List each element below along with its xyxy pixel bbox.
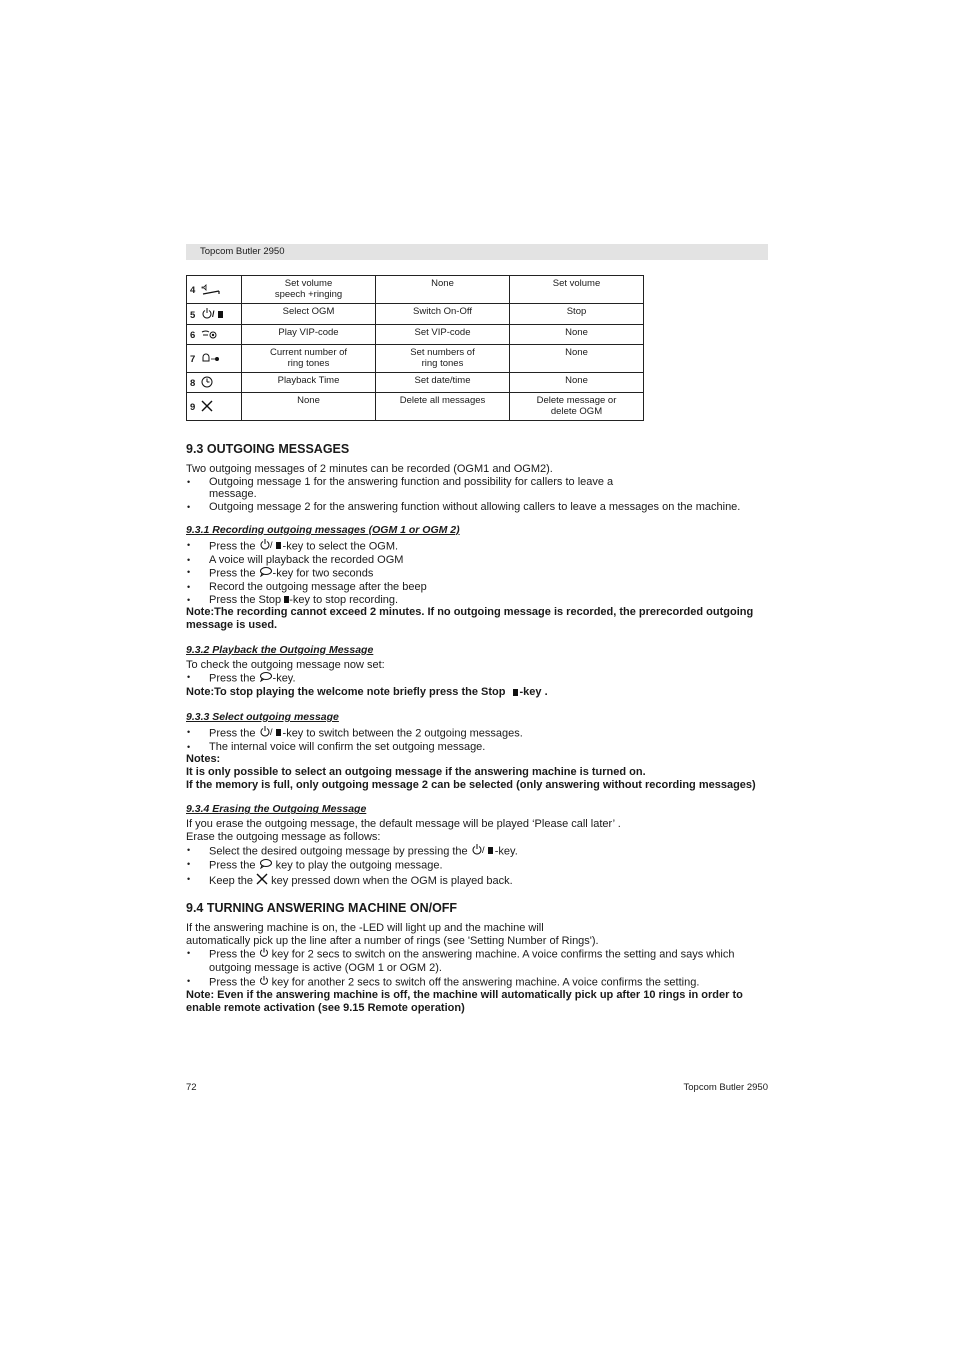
key-number: 7 xyxy=(190,354,196,365)
table-cell xyxy=(242,325,376,345)
cell-text: Set date/time xyxy=(414,375,471,386)
svg-text:/: / xyxy=(269,539,273,550)
power-icon xyxy=(259,975,269,990)
power-icon xyxy=(259,947,269,962)
table-cell xyxy=(376,325,510,345)
table-cell xyxy=(510,325,644,345)
table-cell xyxy=(510,393,644,421)
volume-icon xyxy=(201,283,221,298)
cell-text: ring tones xyxy=(287,358,330,369)
table-cell xyxy=(376,393,510,421)
subsection-title-9-3-1: 9.3.1 Recording outgoing messages (OGM 1 or OGM 2) xyxy=(186,523,460,536)
table-cell xyxy=(376,345,510,373)
table-cell xyxy=(510,304,644,325)
header-band xyxy=(186,244,768,260)
cell-text: ring tones xyxy=(421,358,464,369)
list-item: • Press the / -key to switch between the 2 outgoing messages. xyxy=(186,726,776,741)
key-number: 4 xyxy=(190,285,196,296)
speech-bubble-icon xyxy=(259,858,273,873)
table-cell xyxy=(510,373,644,393)
page-number: 72 xyxy=(186,1082,197,1093)
cell-text: None xyxy=(431,278,454,289)
key-number-cell xyxy=(187,373,242,393)
table-cell xyxy=(376,373,510,393)
table-cell xyxy=(376,304,510,325)
main-content xyxy=(186,442,776,1015)
cell-text: Set numbers of xyxy=(410,347,475,358)
list-item: • Outgoing message 1 for the answering function and possibility for callers to leave a message. xyxy=(186,476,776,501)
table-cell xyxy=(510,345,644,373)
section-title-9-4: 9.4 TURNING ANSWERING MACHINE ON/OFF xyxy=(186,900,458,915)
table-cell xyxy=(510,276,644,304)
key-number: 5 xyxy=(190,309,196,321)
table-row xyxy=(187,304,644,325)
cell-text: Stop xyxy=(566,306,587,317)
cell-text: None xyxy=(565,327,588,338)
list-item: • Press the key for another 2 secs to switch off the answering machine. A voice confirms the setting. xyxy=(186,975,776,990)
cell-text: Delete all messages xyxy=(399,395,486,406)
paragraph: If the answering machine is on, the -LED will light up and the machine will xyxy=(186,921,544,934)
key-number-cell xyxy=(187,345,242,373)
note: Note:To stop playing the welcome note briefly press the Stop -key . xyxy=(186,686,548,699)
table-cell xyxy=(242,304,376,325)
subsection-title-9-3-3: 9.3.3 Select outgoing message xyxy=(186,710,339,723)
list-item: • Press the -key. xyxy=(186,671,776,686)
table-cell xyxy=(242,373,376,393)
speech-bubble-icon xyxy=(259,566,273,581)
svg-text:/: / xyxy=(269,726,273,737)
table-cell xyxy=(242,393,376,421)
paragraph: If you erase the outgoing message, the default message will be played ‘Please call later’ . xyxy=(186,818,621,831)
bullet-list xyxy=(186,844,776,889)
svg-text:/: / xyxy=(481,844,485,855)
key-function-table xyxy=(186,275,644,421)
svg-text:/: / xyxy=(212,309,215,319)
cell-text: Delete message or xyxy=(536,395,617,406)
list-item: • A voice will playback the recorded OGM xyxy=(186,554,776,567)
table-cell xyxy=(376,276,510,304)
subsection-title-9-3-2: 9.3.2 Playback the Outgoing Message xyxy=(186,643,374,656)
list-item: • Outgoing message 2 for the answering function without allowing callers to leave a messages on the machine. xyxy=(186,501,776,514)
table-row xyxy=(187,373,644,393)
delete-x-icon xyxy=(201,400,213,415)
key-number-cell xyxy=(187,276,242,304)
table-row xyxy=(187,276,644,304)
cell-text: Set volume xyxy=(284,278,333,289)
list-item: • Press the Stop -key to stop recording. xyxy=(186,594,776,607)
list-item: • Press the key to play the outgoing message. xyxy=(186,858,776,873)
bullet-list xyxy=(186,671,776,686)
notes-heading: Notes: xyxy=(186,753,221,766)
list-item: • Press the key for 2 secs to switch on the answering machine. A voice confirms the setting and says which outgoing message is active (OGM 1 or OGM 2). xyxy=(186,947,776,974)
cell-text: Set VIP-code xyxy=(414,327,471,338)
power-stop-icon xyxy=(259,539,283,554)
bullet-list xyxy=(186,726,776,753)
cell-text: None xyxy=(297,395,320,406)
note: It is only possible to select an outgoing message if the answering machine is turned on. xyxy=(186,765,646,778)
cell-text: delete OGM xyxy=(550,406,603,417)
list-item: • Select the desired outgoing message by pressing the / -key. xyxy=(186,844,776,859)
cell-text: Select OGM xyxy=(282,306,335,317)
key-number-cell xyxy=(187,304,242,325)
cell-text: Switch On-Off xyxy=(413,306,472,317)
key-number: 6 xyxy=(190,330,196,341)
power-stop-icon xyxy=(471,844,495,859)
paragraph: Erase the outgoing message as follows: xyxy=(186,831,381,844)
header-title: Topcom Butler 2950 xyxy=(200,246,285,257)
key-number: 8 xyxy=(190,378,196,389)
footer-title: Topcom Butler 2950 xyxy=(683,1082,768,1093)
note: Note: Even if the answering machine is off, the machine will automatically pick up after 10 rings in order to enable remote activation (see 9.15 Remote operation) xyxy=(186,989,743,1015)
bullet-list xyxy=(186,539,776,607)
power-stop-icon xyxy=(201,308,225,322)
subsection-title-9-3-4: 9.3.4 Erasing the Outgoing Message xyxy=(186,803,367,816)
cell-text: Play VIP-code xyxy=(278,327,339,338)
section-title-9-3: 9.3 OUTGOING MESSAGES xyxy=(186,442,350,456)
bell-ring-icon xyxy=(201,353,221,366)
list-item: • The internal voice will confirm the set outgoing message. xyxy=(186,741,776,754)
list-item: • Press the / -key to select the OGM. xyxy=(186,539,776,554)
vip-icon xyxy=(201,329,217,342)
cell-text: Playback Time xyxy=(277,375,340,386)
table-row xyxy=(187,325,644,345)
cell-text: Set volume xyxy=(552,278,601,289)
bullet-list xyxy=(186,947,776,989)
stop-icon xyxy=(513,689,518,696)
list-item: • Keep the key pressed down when the OGM is played back. xyxy=(186,873,776,889)
table-cell xyxy=(242,345,376,373)
clock-icon xyxy=(201,376,213,391)
note: Note:The recording cannot exceed 2 minutes. If no outgoing message is recorded, the prerecorded outgoing message is used. xyxy=(186,606,754,632)
note: If the memory is full, only outgoing message 2 can be selected (only answering without recording messages) xyxy=(186,778,756,791)
key-number: 9 xyxy=(190,402,196,413)
table-row xyxy=(187,345,644,373)
table-row xyxy=(187,393,644,421)
cell-text: None xyxy=(565,347,588,358)
cell-text: Current number of xyxy=(269,347,348,358)
delete-x-icon xyxy=(256,873,268,889)
table-cell xyxy=(242,276,376,304)
key-number-cell xyxy=(187,393,242,421)
power-stop-icon xyxy=(259,726,283,741)
list-item: • Record the outgoing message after the beep xyxy=(186,581,776,594)
cell-text: None xyxy=(565,375,588,386)
list-item: • Press the -key for two seconds xyxy=(186,566,776,581)
cell-text: speech +ringing xyxy=(274,289,343,300)
paragraph: To check the outgoing message now set: xyxy=(186,658,385,671)
paragraph: automatically pick up the line after a number of rings (see 'Setting Number of Rings'). xyxy=(186,934,599,947)
key-number-cell xyxy=(187,325,242,345)
speech-bubble-icon xyxy=(259,671,273,686)
bullet-list xyxy=(186,476,776,514)
paragraph: Two outgoing messages of 2 minutes can be recorded (OGM1 and OGM2). xyxy=(186,463,553,475)
